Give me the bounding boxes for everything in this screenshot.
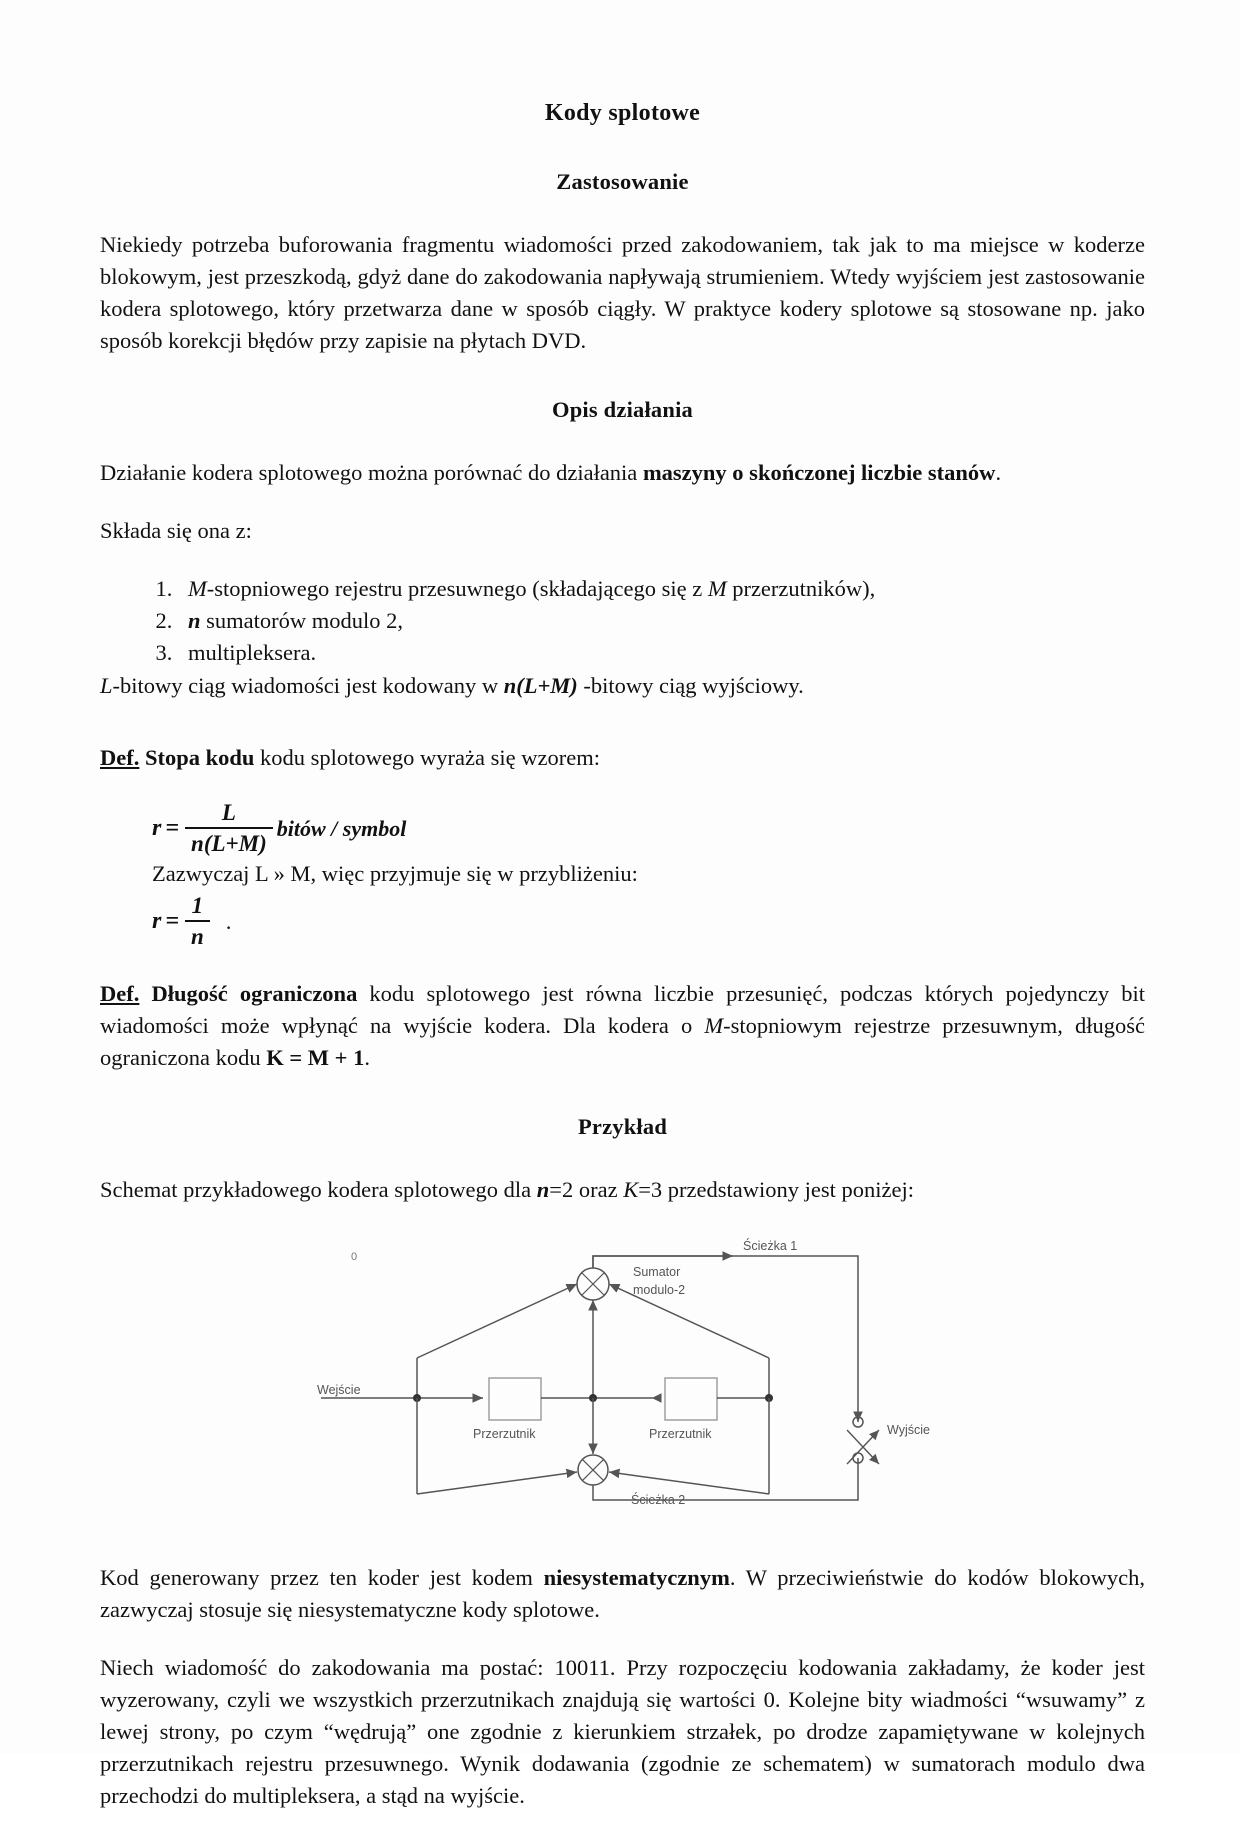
list-item-1-text-end: przerzutników), xyxy=(726,575,876,601)
przyklad-eq1: =2 xyxy=(549,1177,574,1203)
opis-intro-tail: . xyxy=(995,459,1002,485)
formula-units: bitów / symbol xyxy=(276,815,407,841)
flipflop-1-box xyxy=(489,1378,541,1420)
formula-approx xyxy=(152,893,1145,950)
after-fig-t1: Kod generowany przez ten koder jest kodem xyxy=(100,1565,544,1591)
paragraph-opis-intro xyxy=(100,457,1145,489)
list-item-2-text: sumatorów modulo 2, xyxy=(200,607,404,633)
def-dlugosc-italic-M: M xyxy=(704,1013,724,1039)
figure-label-adder: Sumator xyxy=(632,1265,680,1280)
formula2-denominator: n xyxy=(185,920,210,950)
paragraph-sklada: Składa się ona z: xyxy=(100,517,252,543)
przyklad-t2: oraz xyxy=(573,1177,624,1203)
formula-note: Zazwyczaj L » M, więc przyjmuje się w przybliżeniu: xyxy=(152,861,638,887)
list-item-3-text: multipleksera. xyxy=(188,639,317,665)
paragraph-after-figure-2: Niech wiadomość do zakodowania ma postać: 10011. Przy rozpoczęciu kodowania zakładamy, że koder jest wyzerowany, czyli we wszystkich przerzutnikach znajdują się wartości 0. Kolejne bity wiadmości “wsuwamy” z lewej strony, po czym “wędrują” one zgodnie z kierunkiem strzałek, po drodze zapamiętywane w kolejnych przerzutnikach rejestru przesuwnego. Wynik dodawania (zgodnie ze schematem) w sumatorach modulo dwa przechodzi do multipleksera, a stąd na wyjście. xyxy=(100,1654,1145,1808)
paragraph-przyklad-lead xyxy=(100,1174,1145,1206)
przyklad-t1: Schemat przykładowego kodera splotowego dla xyxy=(100,1177,537,1203)
przyklad-param-n: n xyxy=(536,1177,550,1203)
opis-intro-bold: maszyny o skończonej liczbie stanów xyxy=(642,459,996,485)
figure-label-input: Wejście xyxy=(316,1383,361,1398)
formula-numerator: L xyxy=(221,800,236,826)
def-stopa-rest: kodu splotowego wyraża się wzorem: xyxy=(254,745,600,771)
closing-bold-italic-expr: n(L+M) xyxy=(503,673,578,699)
page-title: Kody splotowe xyxy=(544,100,701,126)
list-item-2-bold-italic-n: n xyxy=(188,607,201,633)
paragraph-def-dlugosc xyxy=(100,978,1145,1074)
def-label-underline: Def. xyxy=(100,745,140,771)
adder-top-input-left xyxy=(417,1284,577,1358)
paragraph-after-figure-1 xyxy=(100,1562,1145,1626)
paragraph-zastosowanie: Niekiedy potrzeba buforowania fragmentu wiadomości przed zakodowaniem, tak jak to ma miejsce w koderze blokowym, jest przeszkodą, gdyż dane do zakodowania napływają strumieniem. Wtedy wyjściem jest zastosowanie kodera splotowego, który przetwarza dane w sposób ciągły. W praktyce kodery splotowe są stosowane np. jako sposób korekcji błędów przy zapisie na płytach DVD. xyxy=(100,232,1145,353)
path1-wire xyxy=(593,1256,858,1422)
spacer xyxy=(100,383,1145,397)
list-item-1-italic-M2: M xyxy=(707,575,727,601)
encoder-diagram xyxy=(100,1232,1145,1532)
paragraph-opis-closing xyxy=(100,670,1145,702)
formula2-numerator: 1 xyxy=(191,893,204,919)
list-item xyxy=(178,573,1145,605)
def-label-underline-2: Def. xyxy=(100,981,140,1007)
def-label-stopa xyxy=(100,745,139,770)
adder-top-input-right xyxy=(609,1284,769,1358)
def-dlugosc-t2: -stopniowym rejestrze przesuwnym, długość ograniczona kodu xyxy=(100,1013,1145,1071)
formula2-lhs: r xyxy=(152,908,162,935)
figure-label-flipflop-2: Przerzutnik xyxy=(648,1427,712,1442)
closing-italic-L: L xyxy=(100,673,113,699)
section-heading-opis: Opis działania xyxy=(552,396,693,422)
def-dlugosc-t3: . xyxy=(364,1045,370,1071)
def-term-stopa: Stopa kodu xyxy=(144,745,255,771)
section-heading-zastosowanie: Zastosowanie xyxy=(556,169,689,194)
after-fig-t2: . W przeciwieństwie do kodów blokowych, zazwyczaj stosuje się niesystematyczne kody splotowe. xyxy=(100,1565,1145,1622)
formula2-fraction xyxy=(185,893,210,950)
list-item-1-italic-M: M xyxy=(188,575,207,601)
closing-text-1: -bitowy ciąg wiadomości jest kodowany w xyxy=(112,673,504,699)
document-content xyxy=(100,100,1145,1838)
spacer xyxy=(100,952,1145,978)
wire-arrow-ff2 xyxy=(653,1394,661,1402)
components-list xyxy=(100,573,1145,669)
adder-bottom-input-right xyxy=(609,1472,769,1494)
def-label-dlugosc xyxy=(100,981,139,1006)
after-fig-bold: niesystematycznym xyxy=(543,1565,730,1591)
flipflop-2-box xyxy=(665,1378,717,1420)
przyklad-t3: przedstawiony jest poniżej: xyxy=(662,1177,914,1203)
paragraph-def-stopa xyxy=(100,742,1145,774)
spacer xyxy=(100,1100,1145,1114)
figure-label-adder-modulo: modulo-2 xyxy=(632,1283,685,1298)
przyklad-eq2: =3 xyxy=(638,1177,663,1203)
def-dlugosc-expr: K = M + 1 xyxy=(266,1045,365,1071)
formula-lhs: r xyxy=(152,815,162,842)
figure-label-output: Wyjście xyxy=(886,1423,930,1438)
przyklad-param-K: K xyxy=(623,1177,639,1203)
figure-label-flipflop-1: Przerzutnik xyxy=(472,1427,536,1442)
figure-label-path1: Ścieżka 1 xyxy=(742,1239,797,1254)
def-term-dlugosc: Długość ograniczona xyxy=(151,981,358,1007)
formula-fraction xyxy=(185,800,273,857)
opis-intro-lead: Działanie kodera splotowego można porównać do działania xyxy=(100,459,643,485)
figure-label-path2: Ścieżka 2 xyxy=(630,1493,685,1508)
formula2-trailing: . xyxy=(225,908,232,934)
section-heading-przyklad: Przykład xyxy=(577,1114,668,1140)
list-item-1-text: -stopniowego rejestru przesuwnego (składającego się z xyxy=(206,575,708,601)
formula-stopa-kodu xyxy=(152,800,1145,857)
formula2-equals: = xyxy=(165,908,180,935)
spacer xyxy=(100,728,1145,742)
figure-label-zero: 0 xyxy=(350,1251,357,1264)
formula-equals: = xyxy=(165,815,180,842)
list-item xyxy=(178,605,1145,637)
list-item xyxy=(178,637,1145,669)
closing-text-2: -bitowy ciąg wyjściowy. xyxy=(577,673,804,699)
adder-bottom-input-left xyxy=(417,1472,577,1494)
def-dlugosc-t1: kodu splotowego jest równa liczbie przesunięć, podczas których pojedynczy bit wiadomości może wpłynąć na wyjście kodera. Dla kodera o xyxy=(100,981,1146,1039)
formula-denominator: n(L+M) xyxy=(185,827,273,857)
encoder-diagram-svg xyxy=(313,1232,933,1532)
